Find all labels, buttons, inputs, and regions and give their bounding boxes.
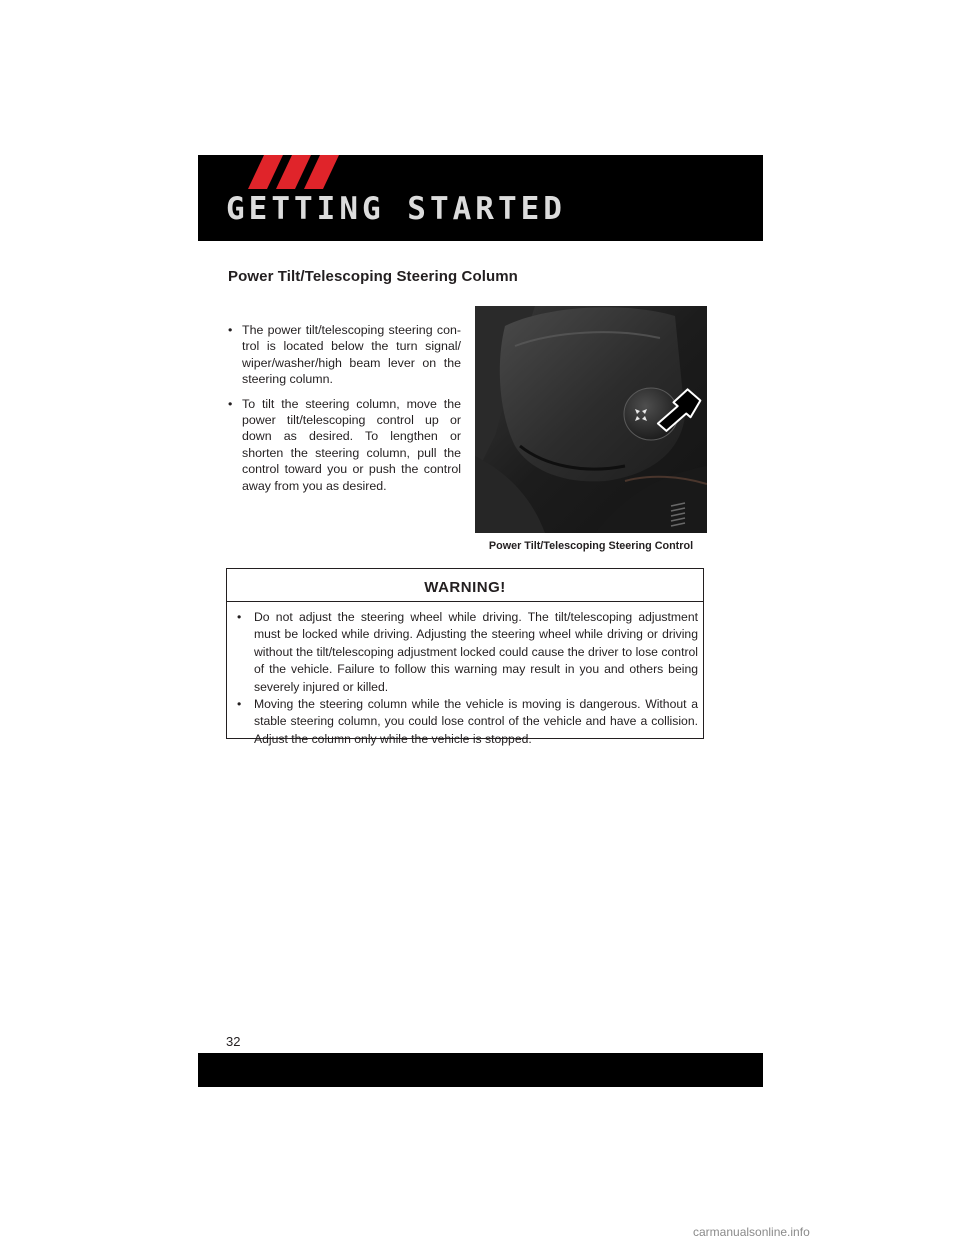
warning-divider <box>227 601 703 602</box>
steering-control-photo <box>475 306 707 533</box>
watermark-text: carmanualsonline.info <box>693 1225 810 1239</box>
stripe-1 <box>248 155 283 189</box>
page-number: 32 <box>226 1034 241 1049</box>
stripe-2 <box>276 155 311 189</box>
warning-title: WARNING! <box>424 579 506 596</box>
warning-list <box>237 609 698 748</box>
warning-box <box>226 568 704 746</box>
section-title: Power Tilt/Telescoping Steering Column <box>228 268 518 285</box>
photo-caption: Power Tilt/Telescoping Steering Control <box>488 540 694 552</box>
racing-stripes-icon <box>246 155 341 189</box>
section-header-bar <box>198 155 763 241</box>
instruction-item: • The power tilt/telescoping steering con-trol is located below the turn signal/ wiper/washer/high beam lever on the steering column. <box>228 322 461 388</box>
instruction-item: • To tilt the steering column, move the power tilt/telescoping control up or down as desired. To lengthen or shorten the steering column, pull the control toward you or push the control away from you as desired. <box>228 396 461 494</box>
warning-item: • Moving the steering column while the vehicle is moving is dangerous. Without a stable steering column, you could lose control of the vehicle and have a collision. Adjust the column only while the vehicle is stopped. <box>237 696 698 748</box>
warning-item: • Do not adjust the steering wheel while driving. The tilt/telescoping adjustment must be locked while driving. Adjusting the steering wheel while driving or driving without the tilt/telescoping adjustment locked could cause the driver to lose control of the vehicle. Failure to follow this warning may result in you and others being severely injured or killed. <box>237 609 698 696</box>
footer-bar <box>198 1053 763 1087</box>
stripe-3 <box>304 155 339 189</box>
instruction-list <box>228 322 461 502</box>
chapter-title: GETTING STARTED <box>226 191 566 227</box>
